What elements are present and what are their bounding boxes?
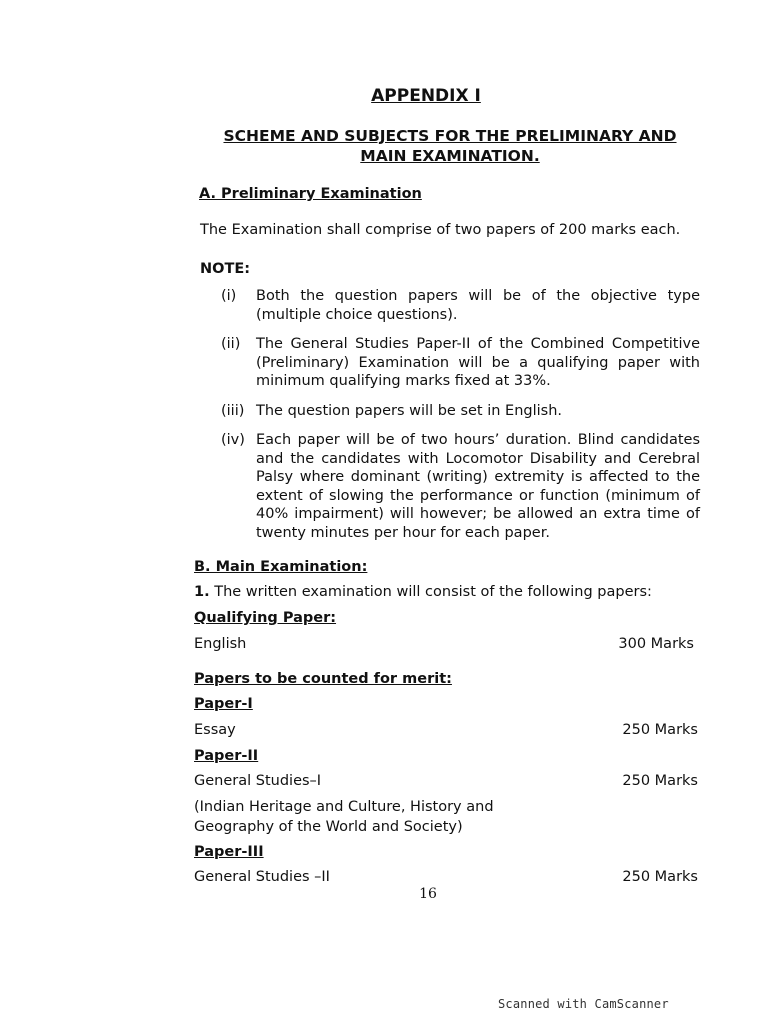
note-number: (iv) bbox=[221, 432, 245, 448]
merit-papers-heading: Papers to be counted for merit: bbox=[194, 671, 452, 687]
subtitle-line-2: MAIN EXAMINATION. bbox=[360, 147, 540, 165]
note-item bbox=[221, 287, 700, 324]
note-number: (ii) bbox=[221, 336, 241, 352]
paper-2-description bbox=[194, 797, 494, 837]
paper-2-desc-line-2: Geography of the World and Society) bbox=[194, 819, 463, 835]
english-marks: 300 Marks bbox=[618, 636, 694, 652]
paper-1-name: Essay bbox=[194, 722, 236, 738]
paper-2-row bbox=[194, 773, 698, 789]
note-list bbox=[221, 287, 700, 542]
qualifying-paper-heading: Qualifying Paper: bbox=[194, 610, 337, 626]
page-number: 16 bbox=[419, 886, 437, 902]
paper-3-marks: 250 Marks bbox=[622, 869, 698, 885]
paper-2-heading: Paper-II bbox=[194, 748, 259, 764]
camscanner-watermark: Scanned with CamScanner bbox=[498, 997, 669, 1011]
section-b-point bbox=[194, 584, 652, 600]
section-b-heading: B. Main Examination: bbox=[194, 559, 368, 575]
paper-3-row bbox=[194, 869, 698, 885]
paper-3-heading: Paper-III bbox=[194, 844, 264, 860]
note-text: Each paper will be of two hours’ duration. Blind candidates and the candidates with Locomotor Disability and Cerebral Palsy where dominant (writing) extremity is affected to the extent of slowing the performance or function (minimum of 40% impairment) will however; be allowed an extra time of twenty minutes per hour for each paper. bbox=[256, 432, 700, 541]
point-number: 1. bbox=[194, 584, 210, 600]
section-a-heading: A. Preliminary Examination bbox=[199, 186, 422, 202]
note-text: The question papers will be set in English. bbox=[256, 402, 563, 419]
note-text: The General Studies Paper-II of the Combined Competitive (Preliminary) Examination will be a qualifying paper with minimum qualifying marks fixed at 33%. bbox=[256, 336, 700, 389]
appendix-title: APPENDIX I bbox=[371, 86, 481, 106]
paper-1-heading: Paper-I bbox=[194, 696, 253, 712]
point-text: The written examination will consist of the following papers: bbox=[209, 584, 652, 600]
paper-2-name: General Studies–I bbox=[194, 773, 322, 789]
scheme-subtitle bbox=[200, 126, 700, 166]
note-item bbox=[221, 402, 700, 421]
note-number: (i) bbox=[221, 288, 237, 304]
note-item bbox=[221, 335, 700, 391]
note-number: (iii) bbox=[221, 402, 245, 419]
note-heading: NOTE: bbox=[200, 261, 251, 277]
paper-1-row bbox=[194, 722, 698, 738]
paper-1-marks: 250 Marks bbox=[622, 722, 698, 738]
english-row bbox=[194, 636, 698, 652]
english-paper-name: English bbox=[194, 636, 247, 652]
paper-2-marks: 250 Marks bbox=[622, 773, 698, 789]
subtitle-line-1: SCHEME AND SUBJECTS FOR THE PRELIMINARY AND bbox=[223, 127, 677, 145]
note-item bbox=[221, 431, 700, 542]
paper-3-name: General Studies –II bbox=[194, 869, 330, 885]
section-a-intro: The Examination shall comprise of two papers of 200 marks each. bbox=[200, 222, 681, 238]
paper-2-desc-line-1: (Indian Heritage and Culture, History and bbox=[194, 799, 494, 815]
note-text: Both the question papers will be of the objective type (multiple choice questions). bbox=[256, 288, 700, 323]
